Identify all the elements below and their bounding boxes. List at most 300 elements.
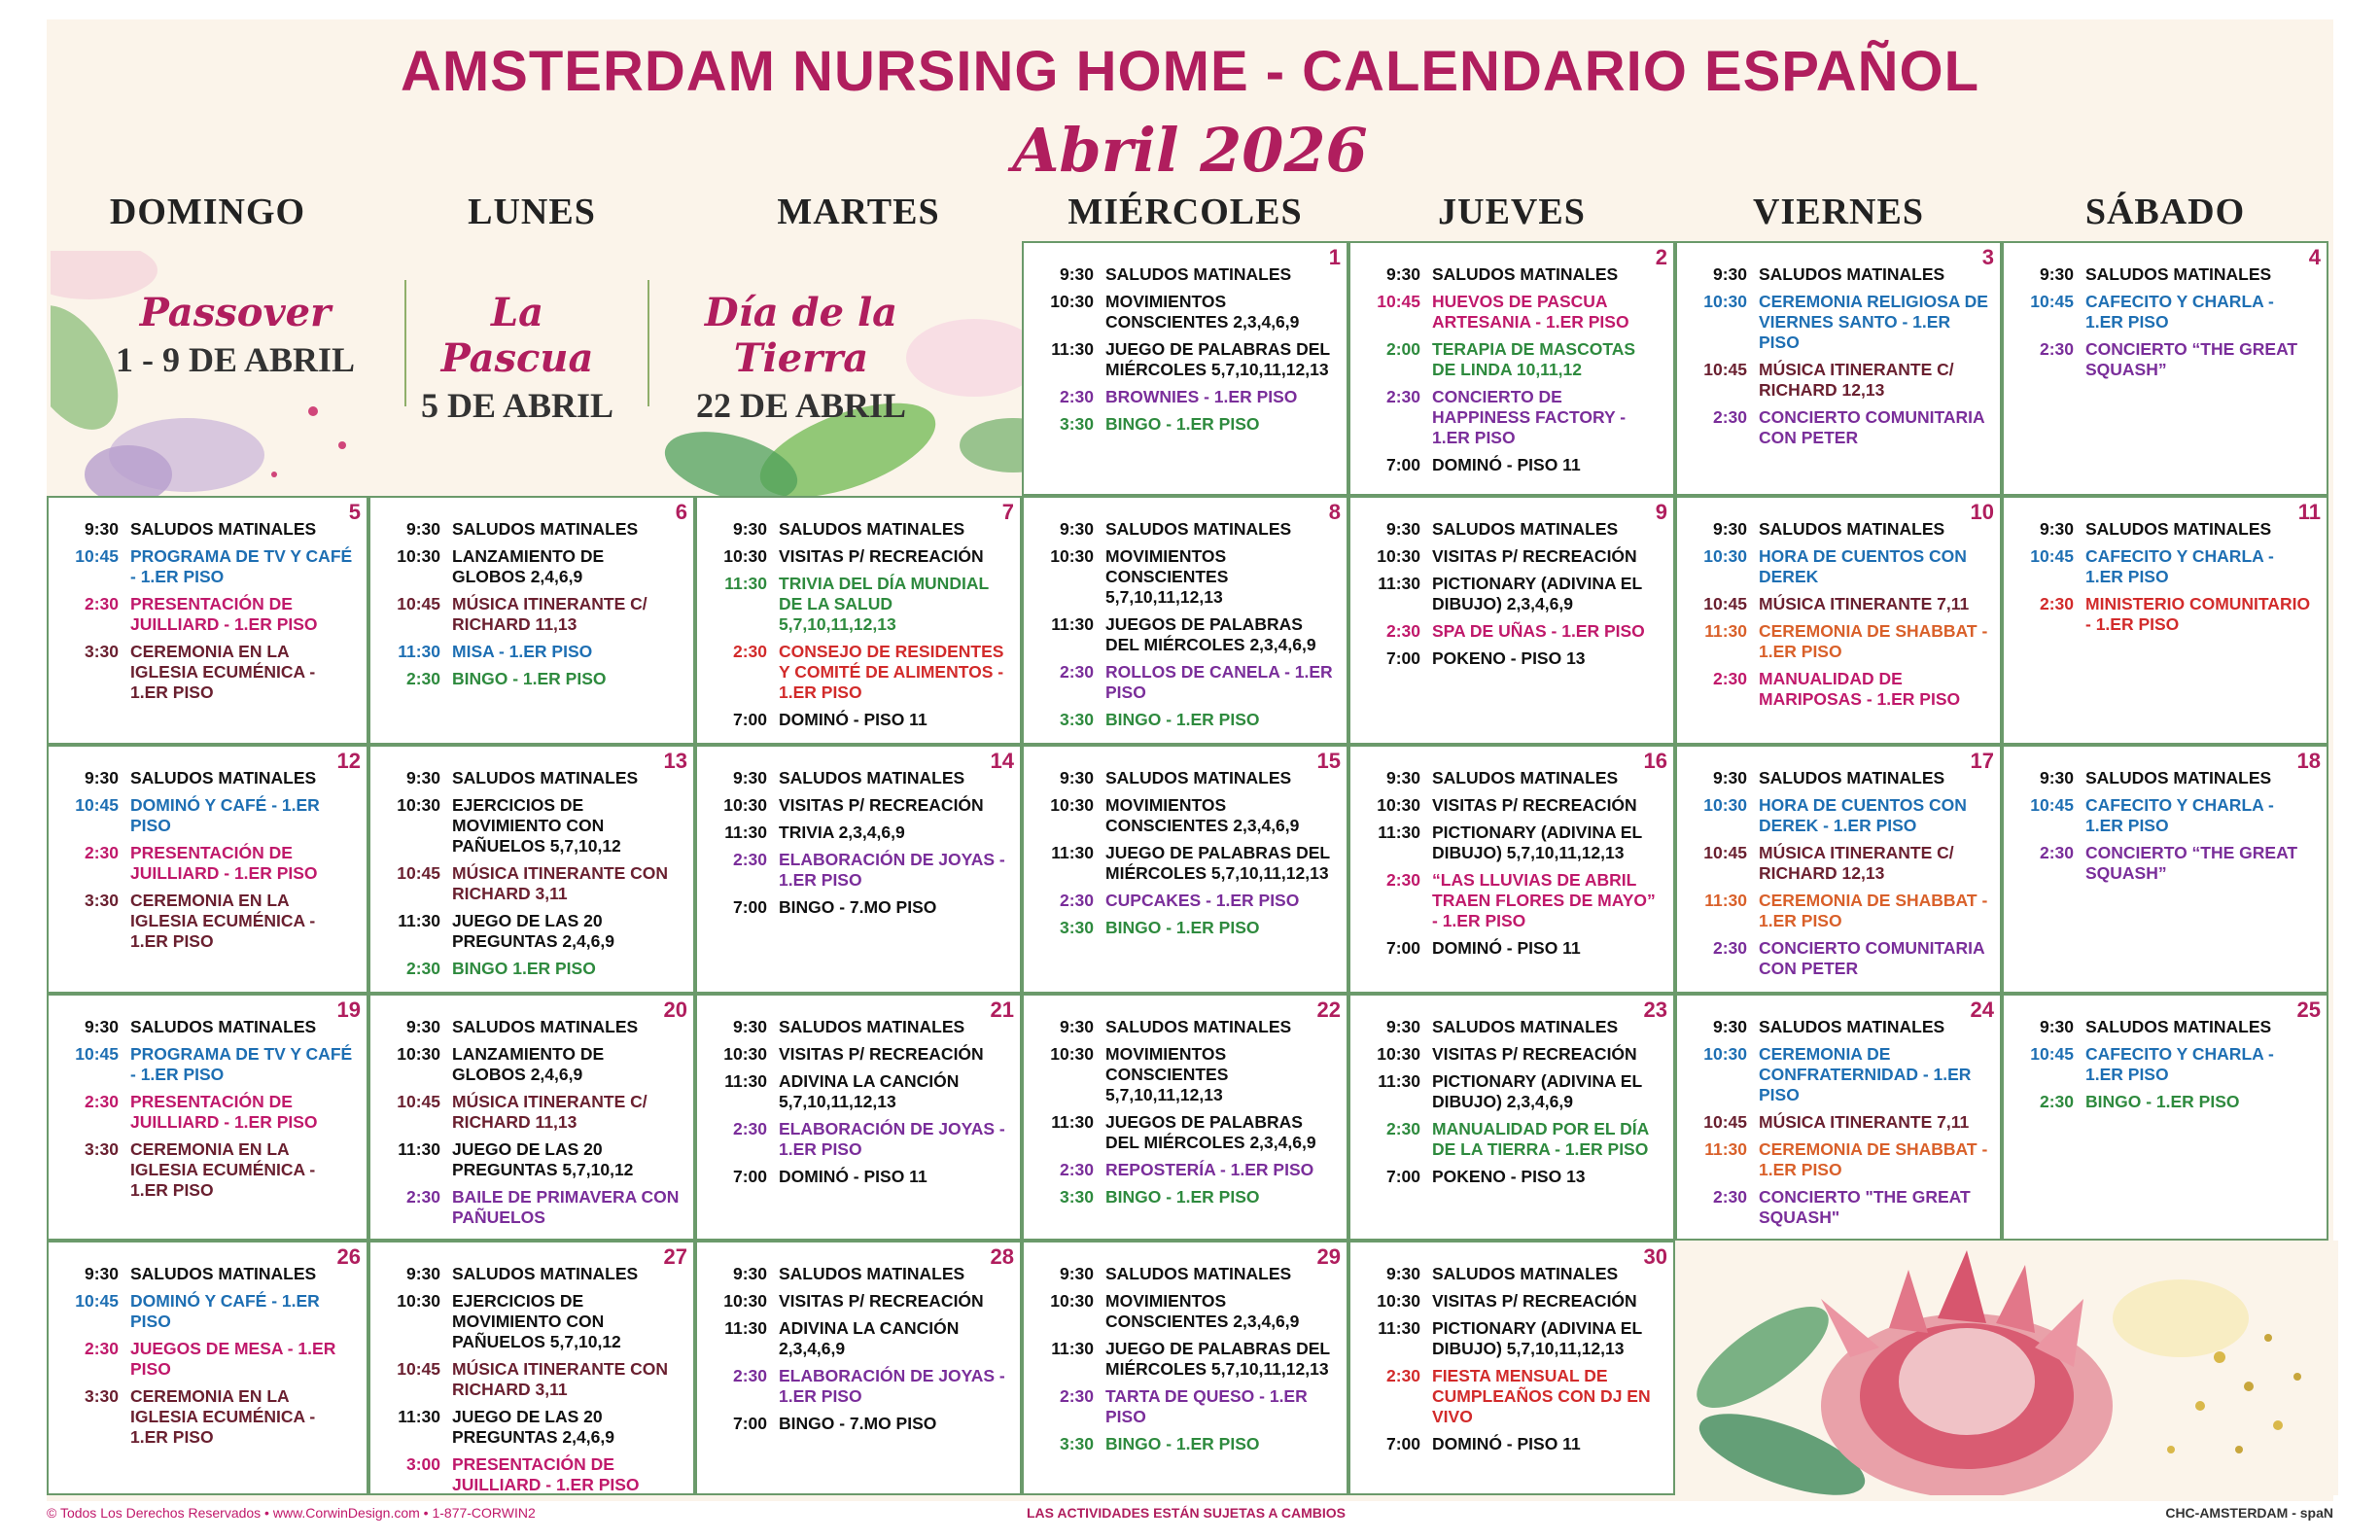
holiday-easter	[410, 290, 624, 426]
event-list	[1687, 519, 1988, 717]
event-time: 9:30	[1712, 768, 1747, 788]
event-time: 9:30	[84, 1017, 119, 1036]
event-title: SALUDOS MATINALES	[2085, 264, 2272, 284]
event-title: JUEGO DE LAS 20 PREGUNTAS 2,4,6,9	[452, 1407, 614, 1447]
event-title: ADIVINA LA CANCIÓN 5,7,10,11,12,13	[779, 1071, 960, 1111]
event-title: SALUDOS MATINALES	[452, 1017, 639, 1036]
event-time: 7:00	[1385, 938, 1420, 958]
event-time: 11:30	[398, 911, 440, 930]
event-time: 3:30	[1059, 414, 1094, 434]
event-time: 3:30	[84, 1139, 119, 1159]
event-item	[707, 710, 1008, 730]
event-time: 10:45	[1703, 594, 1747, 613]
footer-code: CHC-AMSTERDAM - spaN	[2165, 1505, 2333, 1521]
day-number: 5	[348, 500, 361, 524]
event-title: SALUDOS MATINALES	[1432, 264, 1619, 284]
event-item	[1687, 768, 1988, 788]
event-title: VISITAS P/ RECREACIÓN	[1432, 546, 1637, 566]
event-title: SALUDOS MATINALES	[779, 1017, 965, 1036]
event-item	[707, 1044, 1008, 1065]
event-time: 2:30	[2039, 594, 2074, 613]
event-time: 9:30	[1712, 1017, 1747, 1036]
event-time: 2:30	[405, 669, 440, 688]
event-title: MOVIMIENTOS CONSCIENTES 2,3,4,6,9	[1105, 1291, 1300, 1331]
event-time: 3:30	[84, 642, 119, 661]
event-title: DOMINÓ Y CAFÉ - 1.ER PISO	[130, 1291, 320, 1331]
event-time: 2:30	[1712, 1187, 1747, 1207]
event-list	[1360, 768, 1662, 965]
event-item	[2013, 1044, 2315, 1085]
event-time: 9:30	[84, 768, 119, 788]
event-title: JUEGOS DE PALABRAS DEL MIÉRCOLES 2,3,4,6,9	[1105, 614, 1316, 654]
day-cell	[1022, 745, 1348, 994]
event-list	[380, 519, 682, 696]
event-time: 9:30	[2039, 768, 2074, 788]
event-list	[707, 1264, 1008, 1441]
event-time: 9:30	[732, 1264, 767, 1283]
event-item	[1687, 1112, 1988, 1133]
event-time: 3:30	[84, 1386, 119, 1406]
event-time: 9:30	[1059, 1017, 1094, 1036]
event-time: 2:30	[405, 959, 440, 978]
day-cell	[1022, 994, 1348, 1241]
event-list	[1687, 768, 1988, 986]
event-time: 10:30	[1050, 292, 1094, 311]
event-title: SALUDOS MATINALES	[1759, 264, 1945, 284]
event-title: EJERCICIOS DE MOVIMIENTO CON PAÑUELOS 5,7,10,12	[452, 795, 621, 856]
event-time: 11:30	[724, 574, 767, 593]
event-time: 10:45	[1703, 1112, 1747, 1132]
event-title: PICTIONARY (ADIVINA EL DIBUJO) 5,7,10,11,12,13	[1432, 1318, 1642, 1358]
event-time: 10:45	[397, 863, 440, 883]
event-title: ELABORACIÓN DE JOYAS - 1.ER PISO	[779, 850, 1005, 890]
event-item	[1360, 1318, 1662, 1359]
event-time: 7:00	[732, 1167, 767, 1186]
event-item	[1033, 918, 1335, 938]
event-item	[58, 519, 355, 540]
event-time: 2:30	[1385, 387, 1420, 406]
event-time: 11:30	[1378, 822, 1420, 842]
event-time: 7:00	[732, 710, 767, 729]
event-time: 2:30	[1059, 387, 1094, 406]
day-number: 7	[1001, 500, 1014, 524]
event-time: 11:30	[1704, 891, 1747, 910]
event-title: ELABORACIÓN DE JOYAS - 1.ER PISO	[779, 1366, 1005, 1406]
event-item	[58, 594, 355, 635]
event-title: SALUDOS MATINALES	[2085, 768, 2272, 788]
footer-copyright: © Todos Los Derechos Reservados • www.CorwinDesign.com • 1-877-CORWIN2	[47, 1505, 536, 1521]
day-header-wednesday: MIÉRCOLES	[1068, 192, 1303, 232]
day-cell	[2002, 496, 2328, 745]
event-time: 10:30	[1703, 1044, 1747, 1064]
event-time: 10:30	[1703, 292, 1747, 311]
event-item	[1033, 519, 1335, 540]
event-item	[1033, 339, 1335, 380]
event-time: 10:45	[2030, 546, 2074, 566]
event-item	[1360, 1071, 1662, 1112]
event-item	[1360, 1167, 1662, 1187]
event-title: BROWNIES - 1.ER PISO	[1105, 387, 1298, 406]
event-item	[2013, 1092, 2315, 1112]
event-title: BINGO - 1.ER PISO	[452, 669, 607, 688]
event-time: 10:30	[1377, 1044, 1420, 1064]
day-cell	[1675, 994, 2002, 1241]
day-number: 22	[1316, 998, 1341, 1022]
event-title: REPOSTERÍA - 1.ER PISO	[1105, 1160, 1314, 1179]
event-time: 10:30	[1377, 1291, 1420, 1311]
event-time: 2:30	[1712, 669, 1747, 688]
event-item	[1360, 264, 1662, 285]
event-item	[1360, 519, 1662, 540]
event-time: 9:30	[2039, 264, 2074, 284]
day-number: 11	[2297, 500, 2321, 524]
event-item	[707, 519, 1008, 540]
day-number: 19	[336, 998, 361, 1022]
event-item	[1033, 387, 1335, 407]
event-title: BINGO - 1.ER PISO	[1105, 710, 1260, 729]
event-title: CAFECITO Y CHARLA - 1.ER PISO	[2085, 292, 2274, 332]
event-title: PICTIONARY (ADIVINA EL DIBUJO) 2,3,4,6,9	[1432, 574, 1642, 613]
event-time: 2:30	[732, 642, 767, 661]
event-item	[2013, 519, 2315, 540]
event-time: 9:30	[1712, 519, 1747, 539]
event-item	[2013, 546, 2315, 587]
event-list	[1033, 1264, 1335, 1461]
day-number: 30	[1643, 1244, 1667, 1269]
event-time: 9:30	[405, 1017, 440, 1036]
event-list	[1360, 1264, 1662, 1461]
event-time: 11:30	[1378, 574, 1420, 593]
event-time: 2:30	[84, 594, 119, 613]
event-list	[58, 519, 355, 710]
day-cell	[47, 994, 368, 1241]
event-item	[1687, 795, 1988, 836]
event-item	[2013, 843, 2315, 884]
event-title: JUEGOS DE PALABRAS DEL MIÉRCOLES 2,3,4,6,9	[1105, 1112, 1316, 1152]
event-item	[1033, 264, 1335, 285]
event-time: 11:30	[398, 642, 440, 661]
event-item	[707, 768, 1008, 788]
event-time: 11:30	[1051, 843, 1094, 862]
event-list	[1033, 519, 1335, 737]
event-title: CEREMONIA EN LA IGLESIA ECUMÉNICA - 1.ER PISO	[130, 891, 316, 951]
day-number: 3	[1981, 245, 1994, 269]
event-title: PRESENTACIÓN DE JUILLIARD - 1.ER PISO	[452, 1454, 640, 1494]
event-time: 9:30	[405, 1264, 440, 1283]
event-item	[1033, 662, 1335, 703]
event-title: TRIVIA 2,3,4,6,9	[779, 822, 905, 842]
event-title: EJERCICIOS DE MOVIMIENTO CON PAÑUELOS 5,7,10,12	[452, 1291, 621, 1351]
event-time: 11:30	[1051, 339, 1094, 359]
event-time: 11:30	[1051, 1112, 1094, 1132]
event-item	[1033, 1386, 1335, 1427]
event-time: 2:30	[84, 1339, 119, 1358]
event-item	[1360, 621, 1662, 642]
event-title: SALUDOS MATINALES	[130, 1017, 317, 1036]
event-title: SPA DE UÑAS - 1.ER PISO	[1432, 621, 1645, 641]
event-title: SALUDOS MATINALES	[779, 519, 965, 539]
event-time: 10:45	[397, 594, 440, 613]
holiday-name: Día de la Tierra	[704, 290, 898, 381]
event-item	[380, 1407, 682, 1448]
event-item	[1360, 870, 1662, 931]
day-number: 28	[990, 1244, 1014, 1269]
event-title: MÚSICA ITINERANTE C/ RICHARD 12,13	[1759, 843, 1954, 883]
event-title: VISITAS P/ RECREACIÓN	[1432, 1291, 1637, 1311]
event-time: 2:30	[732, 850, 767, 869]
event-time: 3:30	[1059, 710, 1094, 729]
event-title: SALUDOS MATINALES	[1759, 1017, 1945, 1036]
event-title: CEREMONIA RELIGIOSA DE VIERNES SANTO - 1.ER PISO	[1759, 292, 1988, 352]
event-item	[1687, 669, 1988, 710]
event-title: DOMINÓ - PISO 11	[779, 1167, 928, 1186]
event-time: 7:00	[1385, 455, 1420, 474]
event-title: MOVIMIENTOS CONSCIENTES 5,7,10,11,12,13	[1105, 546, 1229, 607]
event-title: MOVIMIENTOS CONSCIENTES 2,3,4,6,9	[1105, 795, 1300, 835]
event-title: CONCIERTO DE HAPPINESS FACTORY - 1.ER PISO	[1432, 387, 1627, 447]
event-item	[58, 1339, 355, 1380]
event-time: 2:30	[1385, 870, 1420, 890]
event-item	[58, 1386, 355, 1448]
event-item	[380, 863, 682, 904]
event-time: 2:30	[1059, 1386, 1094, 1406]
event-item	[2013, 795, 2315, 836]
event-title: CONSEJO DE RESIDENTES Y COMITÉ DE ALIMENTOS - 1.ER PISO	[779, 642, 1004, 702]
event-item	[58, 1044, 355, 1085]
event-item	[1360, 574, 1662, 614]
event-time: 3:00	[405, 1454, 440, 1474]
event-title: VISITAS P/ RECREACIÓN	[779, 795, 984, 815]
event-time: 10:30	[723, 795, 767, 815]
event-title: SALUDOS MATINALES	[1105, 519, 1292, 539]
event-item	[1033, 614, 1335, 655]
event-item	[1033, 891, 1335, 911]
event-item	[1033, 1112, 1335, 1153]
event-title: “LAS LLUVIAS DE ABRIL TRAEN FLORES DE MAYO” - 1.ER PISO	[1432, 870, 1656, 930]
event-title: BAILE DE PRIMAVERA CON PAÑUELOS	[452, 1187, 680, 1227]
event-time: 2:30	[732, 1366, 767, 1385]
event-item	[1360, 339, 1662, 380]
event-item	[1360, 1434, 1662, 1454]
day-number: 23	[1643, 998, 1667, 1022]
event-time: 11:30	[1051, 614, 1094, 634]
event-title: HUEVOS DE PASCUA ARTESANIA - 1.ER PISO	[1432, 292, 1629, 332]
event-title: SALUDOS MATINALES	[2085, 519, 2272, 539]
event-title: TRIVIA DEL DÍA MUNDIAL DE LA SALUD 5,7,10,11,12,13	[779, 574, 989, 634]
event-item	[380, 1139, 682, 1180]
holiday-date: 22 DE ABRIL	[695, 386, 907, 425]
event-title: SALUDOS MATINALES	[130, 1264, 317, 1283]
event-title: DOMINÓ - PISO 11	[779, 710, 928, 729]
event-time: 9:30	[732, 768, 767, 788]
event-title: TERAPIA DE MASCOTAS DE LINDA 10,11,12	[1432, 339, 1636, 379]
event-time: 9:30	[1712, 264, 1747, 284]
event-item	[1687, 938, 1988, 979]
event-item	[1687, 546, 1988, 587]
event-time: 9:30	[1385, 1017, 1420, 1036]
event-title: CEREMONIA DE CONFRATERNIDAD - 1.ER PISO	[1759, 1044, 1972, 1104]
event-title: SALUDOS MATINALES	[1759, 519, 1945, 539]
event-list	[2013, 519, 2315, 642]
day-cell	[1348, 1241, 1675, 1495]
event-item	[1687, 1139, 1988, 1180]
event-list	[58, 1264, 355, 1454]
event-list	[380, 1017, 682, 1235]
event-title: ELABORACIÓN DE JOYAS - 1.ER PISO	[779, 1119, 1005, 1159]
holiday-name: La Pascua	[440, 290, 594, 381]
event-title: SALUDOS MATINALES	[1105, 768, 1292, 788]
day-number: 9	[1655, 500, 1667, 524]
event-title: BINGO - 1.ER PISO	[1105, 1434, 1260, 1453]
event-item	[1687, 360, 1988, 401]
event-title: SALUDOS MATINALES	[452, 519, 639, 539]
event-time: 9:30	[732, 1017, 767, 1036]
event-item	[1687, 1044, 1988, 1105]
event-item	[1033, 292, 1335, 332]
event-list	[2013, 768, 2315, 891]
event-item	[380, 1264, 682, 1284]
event-time: 10:30	[1050, 546, 1094, 566]
event-title: BINGO - 1.ER PISO	[1105, 1187, 1260, 1207]
day-number: 26	[336, 1244, 361, 1269]
event-title: VISITAS P/ RECREACIÓN	[779, 546, 984, 566]
day-cell	[1675, 241, 2002, 496]
event-time: 10:45	[1703, 843, 1747, 862]
event-title: SALUDOS MATINALES	[1759, 768, 1945, 788]
event-title: VISITAS P/ RECREACIÓN	[1432, 795, 1637, 815]
event-item	[1360, 1017, 1662, 1037]
day-number: 13	[663, 749, 687, 773]
event-title: CAFECITO Y CHARLA - 1.ER PISO	[2085, 546, 2274, 586]
event-title: CEREMONIA EN LA IGLESIA ECUMÉNICA - 1.ER PISO	[130, 1139, 316, 1200]
flower-illustration	[1675, 1241, 2338, 1495]
day-number: 27	[663, 1244, 687, 1269]
event-item	[58, 1092, 355, 1133]
day-cell	[695, 496, 1022, 745]
day-number: 21	[990, 998, 1014, 1022]
holiday-divider	[404, 280, 406, 406]
event-title: SALUDOS MATINALES	[779, 768, 965, 788]
event-list	[1033, 768, 1335, 945]
event-title: PICTIONARY (ADIVINA EL DIBUJO) 2,3,4,6,9	[1432, 1071, 1642, 1111]
event-time: 11:30	[724, 1071, 767, 1091]
event-time: 9:30	[405, 768, 440, 788]
day-cell	[695, 1241, 1022, 1495]
event-time: 10:30	[1050, 795, 1094, 815]
event-item	[707, 574, 1008, 635]
event-time: 10:30	[1377, 546, 1420, 566]
holiday-earth-day	[655, 290, 947, 426]
event-title: CONCIERTO COMUNITARIA CON PETER	[1759, 938, 1985, 978]
event-item	[380, 642, 682, 662]
day-number: 17	[1970, 749, 1994, 773]
event-time: 11:30	[1704, 1139, 1747, 1159]
event-item	[380, 669, 682, 689]
day-cell	[368, 496, 695, 745]
event-time: 10:30	[397, 546, 440, 566]
event-list	[707, 519, 1008, 737]
event-title: CEREMONIA DE SHABBAT - 1.ER PISO	[1759, 891, 1988, 930]
day-cell	[1348, 994, 1675, 1241]
event-title: SALUDOS MATINALES	[779, 1264, 965, 1283]
event-time: 2:30	[2039, 339, 2074, 359]
event-list	[58, 1017, 355, 1208]
event-item	[707, 1414, 1008, 1434]
event-item	[1687, 621, 1988, 662]
event-title: FIESTA MENSUAL DE CUMPLEAÑOS CON DJ EN VIVO	[1432, 1366, 1651, 1426]
event-list	[707, 768, 1008, 925]
event-title: SALUDOS MATINALES	[1432, 1264, 1619, 1283]
holiday-name: Passover	[139, 290, 332, 335]
event-item	[1360, 387, 1662, 448]
day-number: 1	[1328, 245, 1341, 269]
event-item	[1360, 1119, 1662, 1160]
event-title: CAFECITO Y CHARLA - 1.ER PISO	[2085, 1044, 2274, 1084]
event-list	[1033, 264, 1335, 441]
event-time: 7:00	[1385, 1167, 1420, 1186]
event-item	[1360, 822, 1662, 863]
event-title: BINGO - 7.MO PISO	[779, 1414, 937, 1433]
day-number: 24	[1970, 998, 1994, 1022]
event-item	[1687, 843, 1988, 884]
event-title: LANZAMIENTO DE GLOBOS 2,4,6,9	[452, 1044, 605, 1084]
event-time: 7:00	[1385, 1434, 1420, 1453]
event-item	[707, 1318, 1008, 1359]
event-time: 10:45	[75, 546, 119, 566]
event-time: 10:45	[397, 1092, 440, 1111]
event-item	[1360, 795, 1662, 816]
day-cell	[695, 745, 1022, 994]
event-title: BINGO - 1.ER PISO	[2085, 1092, 2240, 1111]
day-number: 4	[2308, 245, 2321, 269]
event-time: 9:30	[1059, 264, 1094, 284]
event-item	[707, 1366, 1008, 1407]
event-item	[707, 1264, 1008, 1284]
event-title: BINGO 1.ER PISO	[452, 959, 596, 978]
event-time: 7:00	[732, 897, 767, 917]
event-item	[380, 519, 682, 540]
event-item	[707, 1119, 1008, 1160]
event-time: 2:30	[1712, 407, 1747, 427]
event-time: 10:45	[75, 795, 119, 815]
event-title: CEREMONIA EN LA IGLESIA ECUMÉNICA - 1.ER PISO	[130, 1386, 316, 1447]
event-title: JUEGO DE PALABRAS DEL MIÉRCOLES 5,7,10,11,12,13	[1105, 1339, 1330, 1379]
event-item	[2013, 594, 2315, 635]
event-list	[1687, 264, 1988, 455]
event-list	[2013, 1017, 2315, 1119]
event-item	[1360, 455, 1662, 475]
event-item	[2013, 292, 2315, 332]
event-time: 2:30	[1385, 621, 1420, 641]
day-cell	[1348, 241, 1675, 496]
event-time: 2:30	[84, 1092, 119, 1111]
event-title: SALUDOS MATINALES	[1432, 1017, 1619, 1036]
event-item	[1033, 1044, 1335, 1105]
event-item	[1360, 292, 1662, 332]
event-item	[1033, 1339, 1335, 1380]
event-time: 9:30	[1385, 1264, 1420, 1283]
event-title: SALUDOS MATINALES	[130, 519, 317, 539]
event-item	[707, 1071, 1008, 1112]
event-title: MÚSICA ITINERANTE 7,11	[1759, 594, 1970, 613]
event-time: 7:00	[1385, 648, 1420, 668]
event-title: DOMINÓ - PISO 11	[1432, 455, 1581, 474]
event-title: MANUALIDAD DE MARIPOSAS - 1.ER PISO	[1759, 669, 1961, 709]
event-time: 9:30	[1385, 768, 1420, 788]
event-item	[707, 1017, 1008, 1037]
event-item	[1687, 1187, 1988, 1228]
day-number: 10	[1970, 500, 1994, 524]
